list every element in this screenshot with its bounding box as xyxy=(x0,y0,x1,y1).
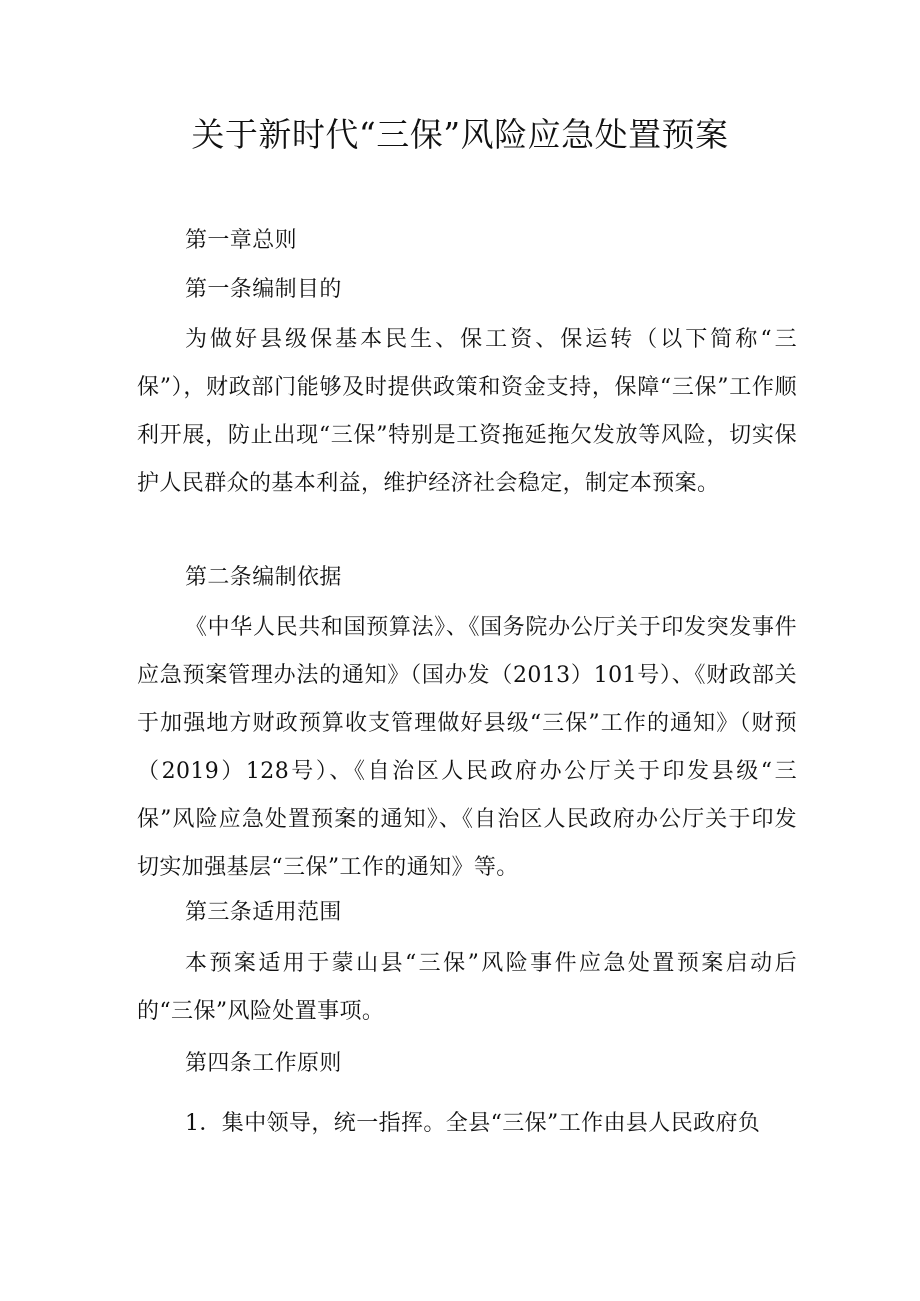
article-2-heading: 第二条编制依据 xyxy=(185,565,342,590)
article-1-heading: 第一条编制目的 xyxy=(185,277,342,302)
article-3-paragraph: 本预案适用于蒙山县“三保”风险事件应急处置预案启动后的“三保”风险处置事项。 xyxy=(137,951,797,1024)
article-4-heading: 第四条工作原则 xyxy=(185,1051,342,1076)
chapter-heading: 第一章总则 xyxy=(185,228,298,253)
article-4-item-1: 1．集中领导，统一指挥。全县“三保”工作由县人民政府负 xyxy=(185,1111,761,1136)
document-title: 关于新时代“三保”风险应急处置预案 xyxy=(191,115,729,154)
article-2-paragraph: 《中华人民共和国预算法》、《国务院办公厅关于印发突发事件应急预案管理办法的通知》（国办发（2013）101号）、《财政部关于加强地方财政预算收支管理做好县级“三保”工作的通知》（财预（2019）128号）、《自治区人民政府办公厅关于印发县级“三保”风险应急处置预案的通知》、《自治区人民政府办公厅关于印发切实加强基层“三保”工作的通知》等。 xyxy=(137,615,797,880)
article-3-heading: 第三条适用范围 xyxy=(185,900,342,925)
article-1-paragraph: 为做好县级保基本民生、保工资、保运转（以下简称“三保”），财政部门能够及时提供政策和资金支持，保障“三保”工作顺利开展，防止出现“三保”特别是工资拖延拖欠发放等风险，切实保护人民群众的基本利益，维护经济社会稳定，制定本预案。 xyxy=(137,327,797,496)
